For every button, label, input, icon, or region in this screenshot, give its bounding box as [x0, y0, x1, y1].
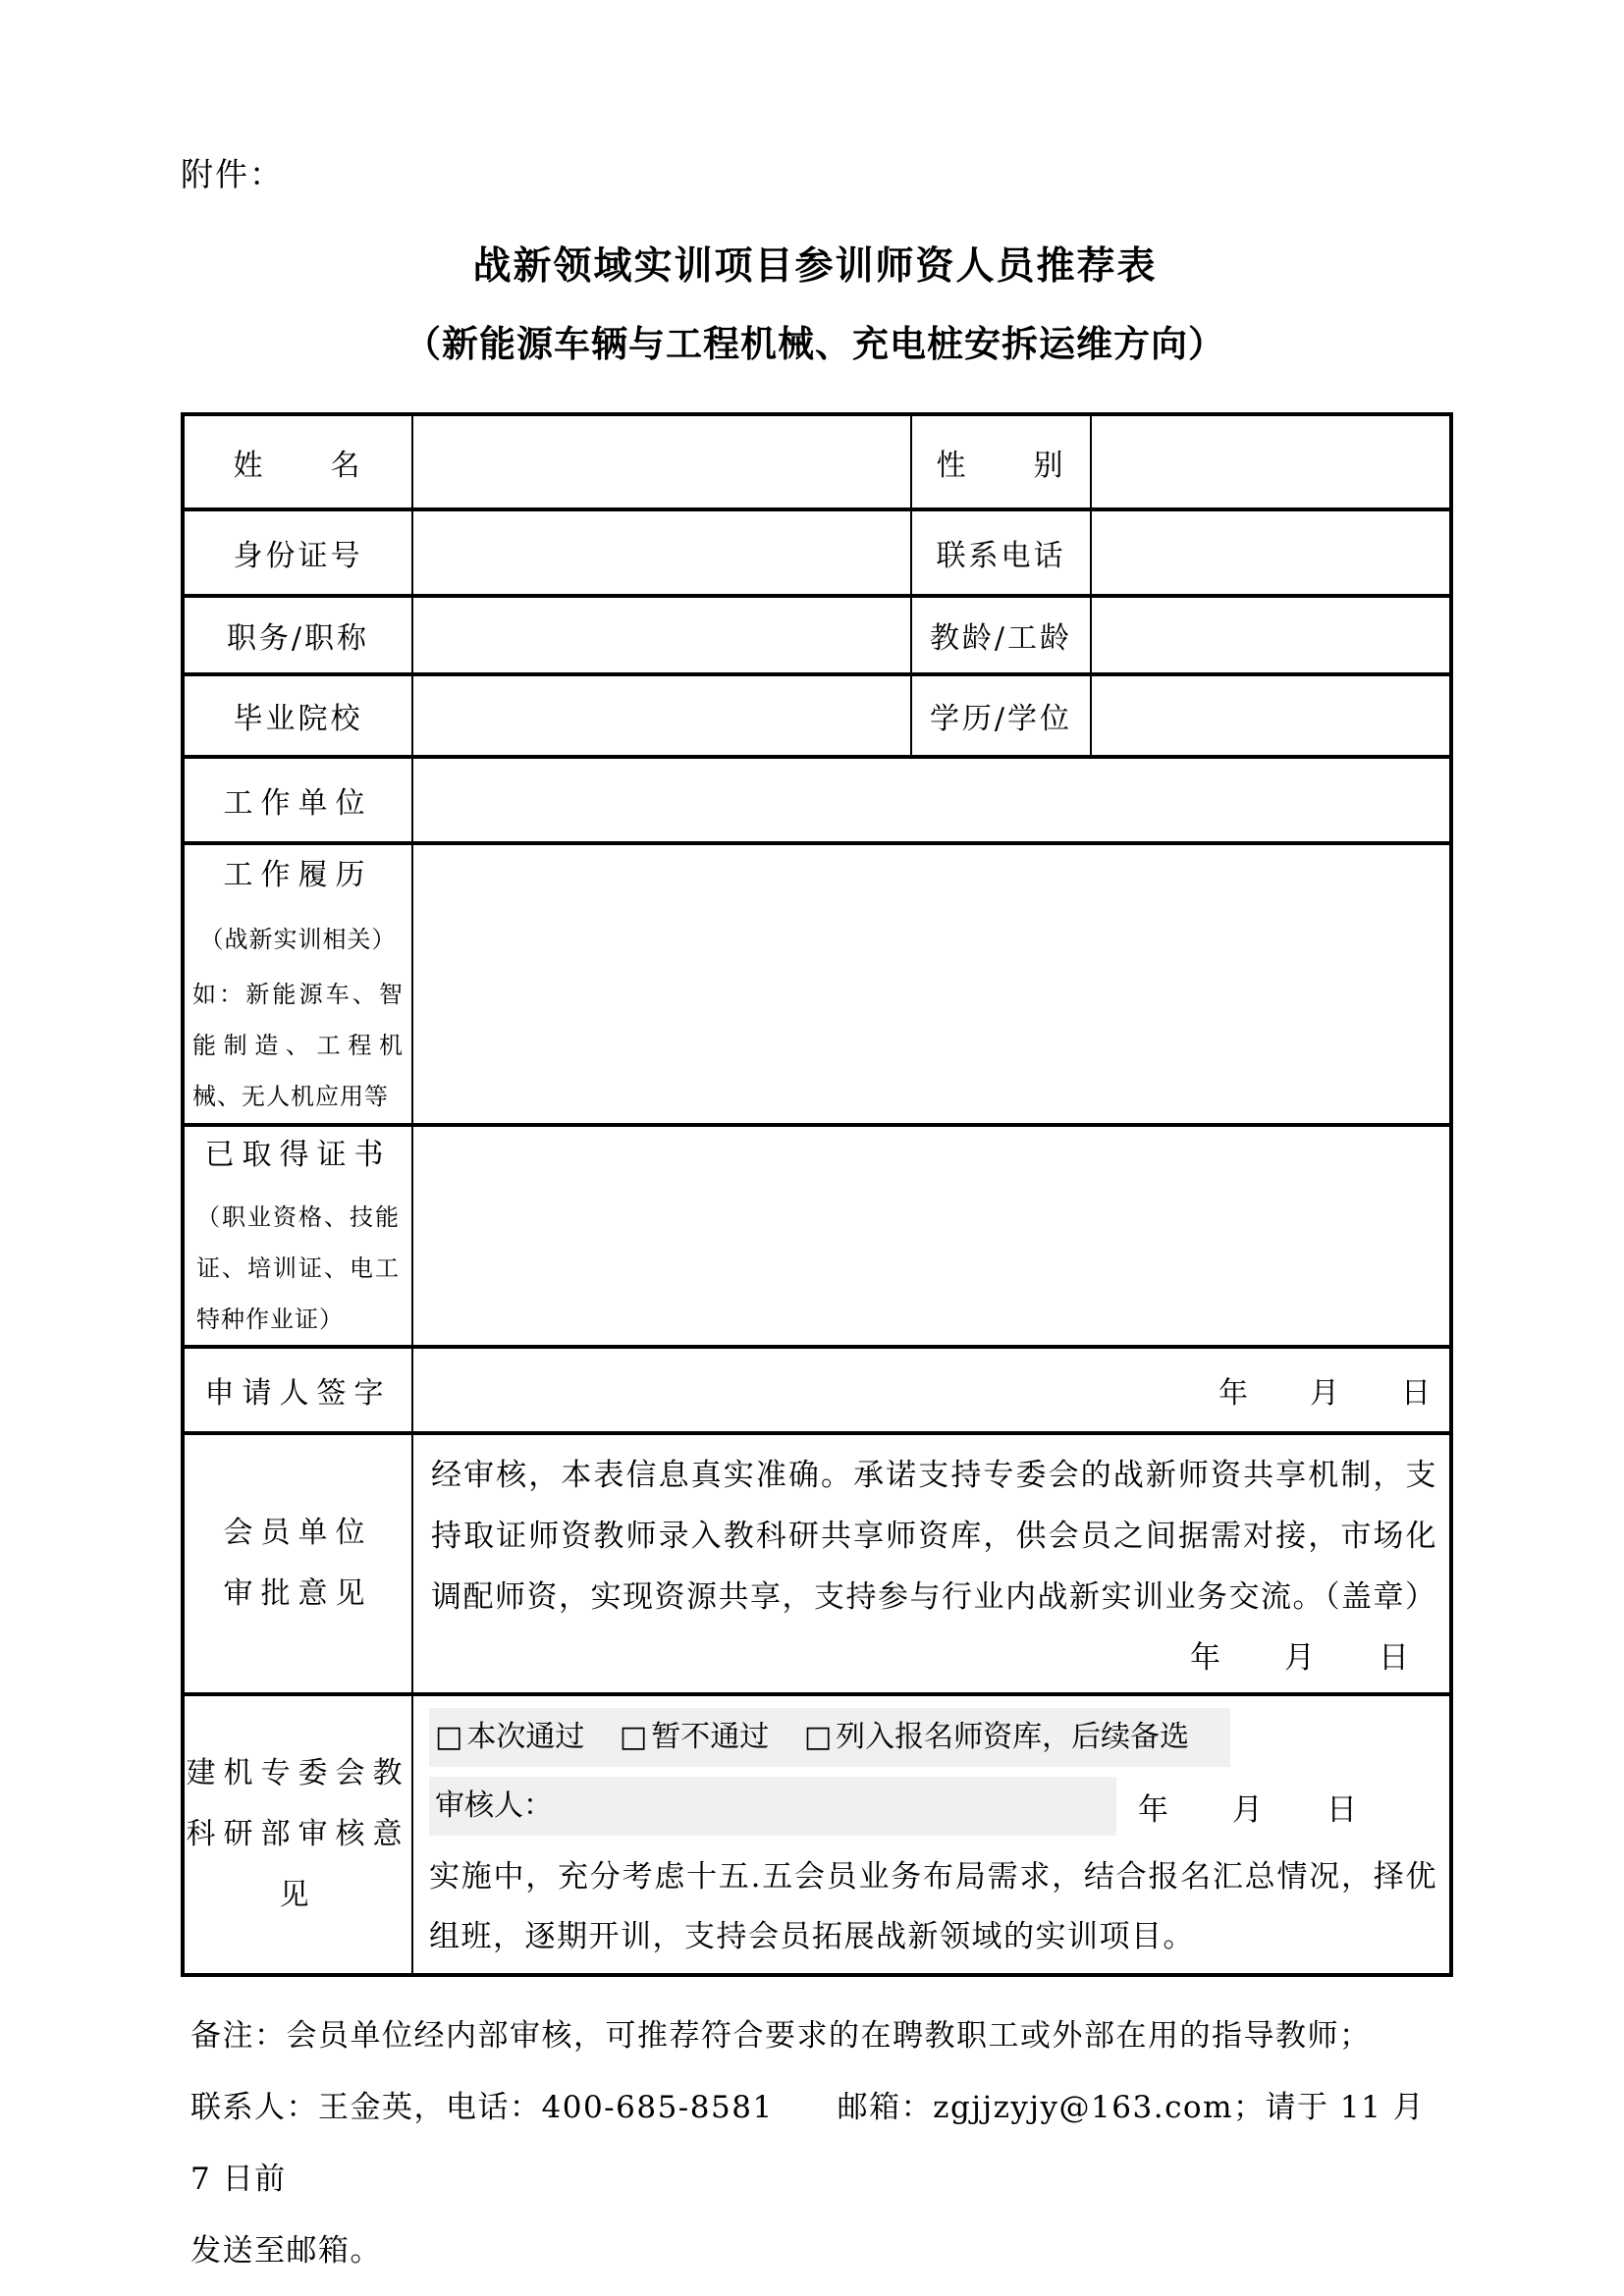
page-subtitle: （新能源车辆与工程机械、充电桩安拆运维方向）: [405, 322, 1225, 365]
checkbox-label: 本次通过: [466, 1720, 585, 1754]
work-history-field[interactable]: [412, 843, 1451, 1125]
work-history-note-2: 如：新能源车、智能制造、工程机械、无人机应用等: [192, 980, 404, 1110]
id-number-label: 身份证号: [183, 509, 412, 596]
member-approval-label-line-1: 会员单位: [223, 1516, 373, 1550]
committee-review-label: [183, 1694, 412, 1975]
row-position-experience: [183, 596, 1451, 674]
id-number-field[interactable]: [412, 509, 911, 596]
school-field[interactable]: [412, 674, 911, 757]
certificates-note: （职业资格、技能证、培训证、电工特种作业证）: [196, 1203, 400, 1333]
row-school-degree: [183, 674, 1451, 757]
position-label: 职务/职称: [183, 596, 412, 674]
footer-contact-line: 联系人：王金英，电话：400-685-8581 邮箱：zgjjzyjy@163.com；请于 11 月 7 日前: [190, 2090, 1426, 2197]
row-applicant-signature: [183, 1347, 1451, 1433]
committee-review-label-line-1: 建机专委会教: [186, 1756, 410, 1790]
certificates-label: [183, 1125, 412, 1347]
footer-notes: [181, 2001, 1449, 2287]
row-employer: [183, 757, 1451, 843]
experience-label: 教龄/工龄: [911, 596, 1091, 674]
work-history-label: [183, 843, 412, 1125]
gender-label: 性 别: [911, 414, 1091, 509]
footer-send-line: 发送至邮箱。: [190, 2233, 382, 2269]
member-approval-cell: [412, 1433, 1451, 1694]
row-name-gender: [183, 414, 1451, 509]
recommendation-form-table: [181, 412, 1453, 1977]
degree-field[interactable]: [1091, 674, 1451, 757]
gender-field[interactable]: [1091, 414, 1451, 509]
certificates-field[interactable]: [412, 1125, 1451, 1347]
committee-review-date: 年 月 日: [1138, 1791, 1358, 1828]
applicant-signature-date: 年 月 日: [1218, 1376, 1432, 1411]
member-approval-text: 经审核，本表信息真实准确。承诺支持专委会的战新师资共享机制，支持取证师资教师录入教科研共享师资库，供会员之间据需对接，市场化调配师资，实现资源共享，支持参与行业内战新实训业务交流。（盖章）: [431, 1458, 1437, 1615]
degree-label: 学历/学位: [911, 674, 1091, 757]
row-work-history: [183, 843, 1451, 1125]
committee-review-note: 实施中，充分考虑十五.五会员业务布局需求，结合报名汇总情况，择优组班，逐期开训，支持会员拓展战新领域的实训项目。: [429, 1859, 1437, 1954]
checkbox-option-not-pass[interactable]: [620, 1716, 769, 1759]
checkbox-label: 暂不通过: [651, 1720, 770, 1754]
checkbox-icon[interactable]: □: [435, 1720, 463, 1754]
applicant-signature-label: 申请人签字: [183, 1347, 412, 1433]
phone-label: 联系电话: [911, 509, 1091, 596]
row-committee-review: [183, 1694, 1451, 1975]
employer-field[interactable]: [412, 757, 1451, 843]
checkbox-icon[interactable]: □: [619, 1720, 648, 1754]
checkbox-option-reserve[interactable]: [804, 1716, 1189, 1759]
member-approval-date: 年 月 日: [1190, 1640, 1410, 1676]
review-options-line: [429, 1708, 1230, 1767]
row-member-approval: [183, 1433, 1451, 1694]
work-history-title: 工作履历: [223, 857, 373, 892]
applicant-signature-field[interactable]: [412, 1347, 1451, 1433]
member-approval-label-line-2: 审批意见: [223, 1576, 373, 1611]
work-history-note-1: （战新实训相关）: [199, 925, 397, 953]
reviewer-label: 审核人：: [435, 1789, 553, 1823]
school-label: 毕业院校: [183, 674, 412, 757]
committee-review-label-line-2: 科研部审核意: [186, 1817, 410, 1851]
page-title: 战新领域实训项目参训师资人员推荐表: [472, 243, 1158, 289]
reviewer-line: [429, 1777, 1437, 1836]
phone-field[interactable]: [1091, 509, 1451, 596]
attachment-label: 附件：: [181, 155, 284, 193]
reviewer-signature-field[interactable]: [429, 1777, 1116, 1836]
employer-label: 工作单位: [183, 757, 412, 843]
checkbox-icon[interactable]: □: [803, 1720, 833, 1754]
row-certificates: [183, 1125, 1451, 1347]
name-field[interactable]: [412, 414, 911, 509]
name-label: 姓 名: [183, 414, 412, 509]
position-field[interactable]: [412, 596, 911, 674]
checkbox-option-pass[interactable]: [435, 1716, 584, 1759]
checkbox-label: 列入报名师资库，后续备选: [836, 1720, 1190, 1754]
committee-review-label-line-3: 见: [279, 1878, 317, 1912]
row-id-phone: [183, 509, 1451, 596]
footer-remark-line: 备注：会员单位经内部审核，可推荐符合要求的在聘教职工或外部在用的指导教师；: [190, 2018, 1372, 2054]
experience-field[interactable]: [1091, 596, 1451, 674]
certificates-title: 已取得证书: [204, 1138, 392, 1172]
member-approval-label: [183, 1433, 412, 1694]
committee-review-cell: [412, 1694, 1451, 1975]
